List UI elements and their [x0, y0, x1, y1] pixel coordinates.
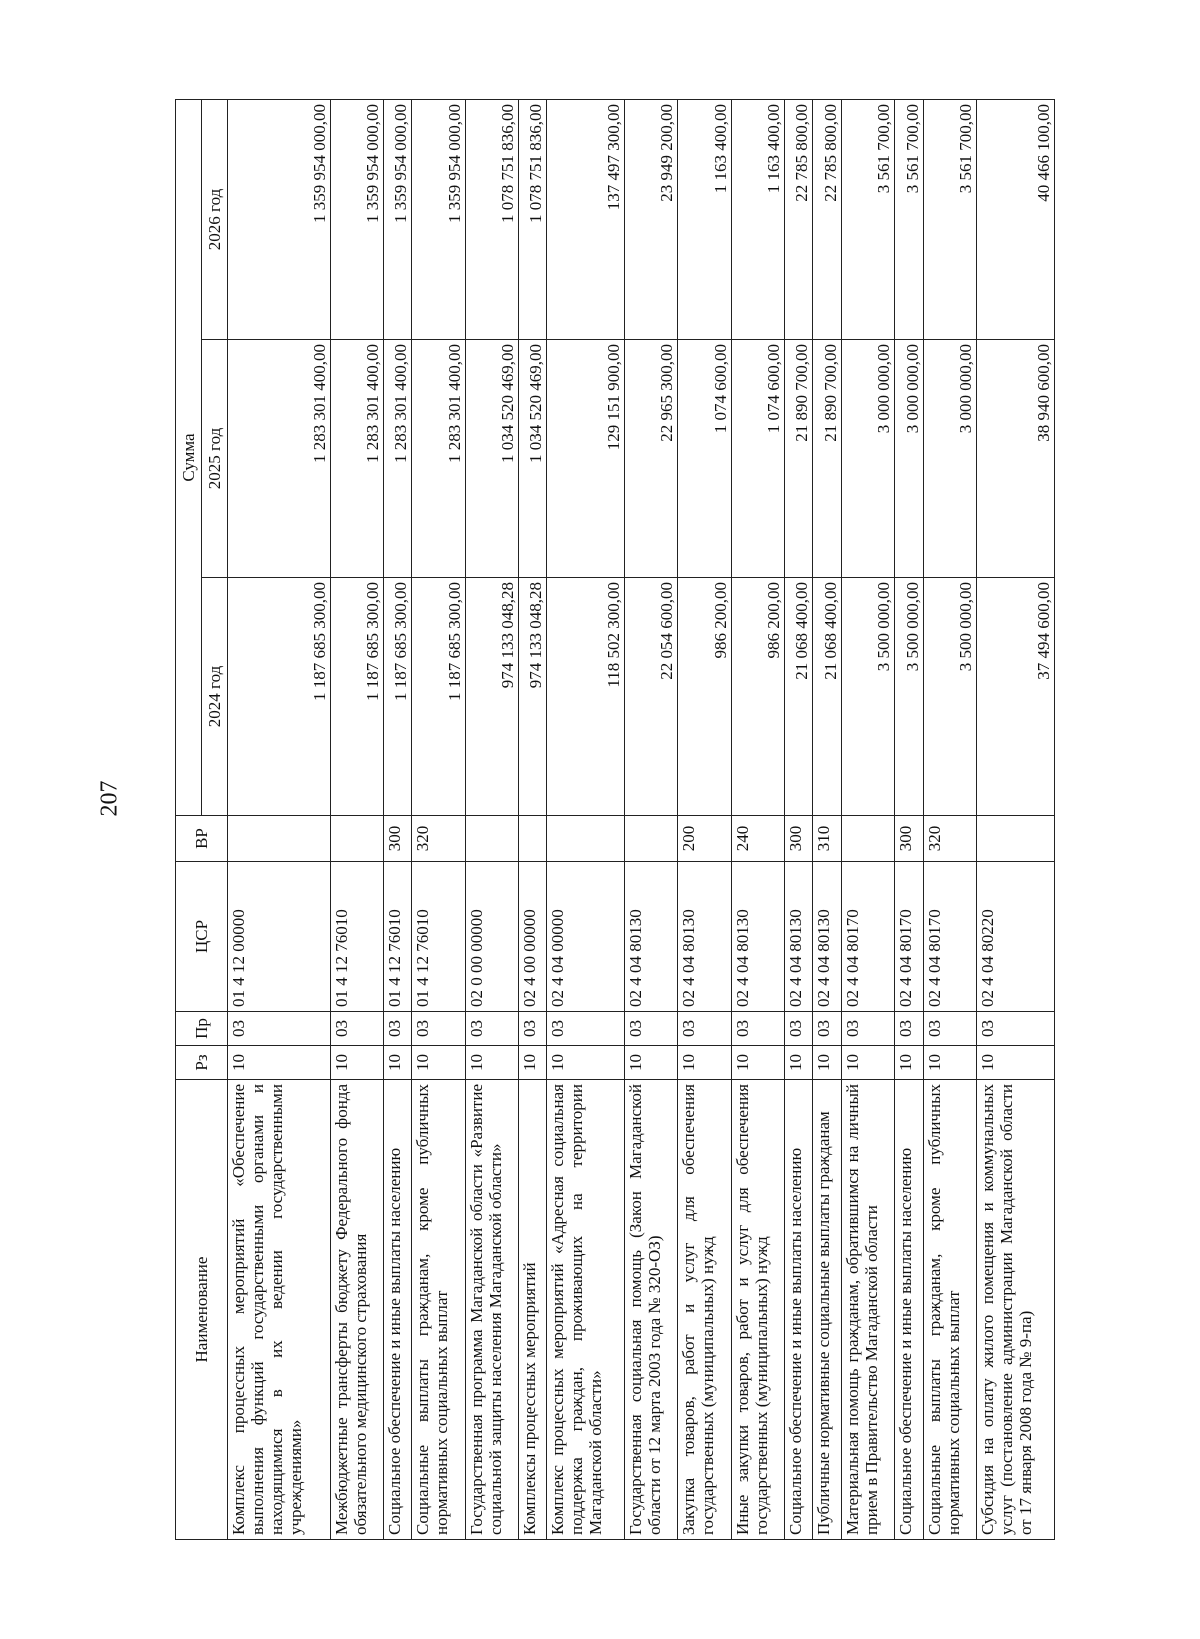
cell-pr: 03 [813, 1012, 842, 1046]
cell-2026: 137 497 300,00 [547, 100, 625, 340]
budget-table [175, 99, 1055, 1540]
cell-name: Социальные выплаты гражданам, кроме публичных нормативных социальных выплат [412, 1080, 465, 1540]
cell-vr [465, 816, 518, 862]
cell-pr: 03 [923, 1012, 976, 1046]
cell-pr: 03 [330, 1012, 383, 1046]
cell-2024: 3 500 000,00 [895, 578, 924, 816]
cell-rz: 10 [784, 1046, 813, 1080]
cell-csr: 02 4 04 80130 [731, 862, 784, 1012]
cell-name: Государственная социальная помощь (Закон Магаданской области от 12 марта 2003 года № 320-ОЗ) [625, 1080, 678, 1540]
cell-2024: 1 187 685 300,00 [228, 578, 331, 816]
cell-2025: 129 151 900,00 [547, 340, 625, 578]
cell-2026: 22 785 800,00 [813, 100, 842, 340]
cell-csr: 01 4 12 76010 [383, 862, 412, 1012]
cell-2026: 1 163 400,00 [678, 100, 731, 340]
cell-2025: 1 283 301 400,00 [330, 340, 383, 578]
cell-csr: 02 4 04 00000 [547, 862, 625, 1012]
cell-vr: 320 [923, 816, 976, 862]
cell-rz: 10 [330, 1046, 383, 1080]
cell-rz: 10 [923, 1046, 976, 1080]
cell-csr: 02 4 04 80170 [895, 862, 924, 1012]
cell-rz: 10 [976, 1046, 1054, 1080]
cell-rz: 10 [813, 1046, 842, 1080]
cell-2024: 1 187 685 300,00 [412, 578, 465, 816]
cell-name: Социальное обеспечение и иные выплаты населению [383, 1080, 412, 1540]
cell-name: Государственная программа Магаданской области «Развитие социальной защиты населения Магаданской области» [465, 1080, 518, 1540]
cell-vr [518, 816, 547, 862]
cell-vr: 300 [784, 816, 813, 862]
cell-2024: 3 500 000,00 [923, 578, 976, 816]
cell-csr: 02 4 04 80220 [976, 862, 1054, 1012]
table-row [518, 100, 547, 1540]
table-row [625, 100, 678, 1540]
cell-pr: 03 [412, 1012, 465, 1046]
cell-name: Комплекс процессных мероприятий «Адресная социальная поддержка граждан, проживающих на территории Магаданской области» [547, 1080, 625, 1540]
cell-pr: 03 [228, 1012, 331, 1046]
cell-2024: 986 200,00 [678, 578, 731, 816]
cell-rz: 10 [678, 1046, 731, 1080]
cell-2025: 38 940 600,00 [976, 340, 1054, 578]
cell-vr [228, 816, 331, 862]
cell-2024: 986 200,00 [731, 578, 784, 816]
cell-2026: 1 359 954 000,00 [228, 100, 331, 340]
cell-2025: 1 283 301 400,00 [383, 340, 412, 578]
header-2024: 2024 год [202, 578, 228, 816]
cell-rz: 10 [547, 1046, 625, 1080]
cell-2026: 3 561 700,00 [923, 100, 976, 340]
cell-csr: 02 4 04 80170 [923, 862, 976, 1012]
table-row [330, 100, 383, 1540]
cell-rz: 10 [841, 1046, 894, 1080]
table-row [412, 100, 465, 1540]
cell-csr: 02 4 04 80130 [784, 862, 813, 1012]
cell-2025: 21 890 700,00 [784, 340, 813, 578]
cell-vr [976, 816, 1054, 862]
budget-table-rotated [175, 100, 1055, 1540]
cell-csr: 02 4 04 80170 [841, 862, 894, 1012]
cell-name: Межбюджетные трансферты бюджету Федерального фонда обязательного медицинского страхования [330, 1080, 383, 1540]
cell-vr [625, 816, 678, 862]
table-body [228, 100, 1055, 1540]
header-csr: ЦСР [176, 862, 228, 1012]
cell-2025: 1 034 520 469,00 [465, 340, 518, 578]
table-row [547, 100, 625, 1540]
cell-csr: 02 0 00 00000 [465, 862, 518, 1012]
cell-2026: 22 785 800,00 [784, 100, 813, 340]
cell-csr: 01 4 12 76010 [412, 862, 465, 1012]
cell-2026: 23 949 200,00 [625, 100, 678, 340]
table-row [813, 100, 842, 1540]
cell-name: Социальное обеспечение и иные выплаты населению [784, 1080, 813, 1540]
cell-2025: 1 034 520 469,00 [518, 340, 547, 578]
cell-vr: 200 [678, 816, 731, 862]
cell-2024: 37 494 600,00 [976, 578, 1054, 816]
cell-rz: 10 [412, 1046, 465, 1080]
cell-rz: 10 [895, 1046, 924, 1080]
header-sum-group: Сумма [176, 100, 202, 816]
cell-pr: 03 [976, 1012, 1054, 1046]
cell-vr: 300 [383, 816, 412, 862]
cell-2024: 1 187 685 300,00 [330, 578, 383, 816]
cell-csr: 02 4 00 00000 [518, 862, 547, 1012]
table-row [923, 100, 976, 1540]
cell-name: Социальные выплаты гражданам, кроме публичных нормативных социальных выплат [923, 1080, 976, 1540]
table-row [976, 100, 1054, 1540]
cell-2025: 1 074 600,00 [678, 340, 731, 578]
cell-2026: 1 163 400,00 [731, 100, 784, 340]
cell-2026: 1 359 954 000,00 [412, 100, 465, 340]
cell-rz: 10 [731, 1046, 784, 1080]
cell-name: Комплекс процессных мероприятий «Обеспечение выполнения функций государственными органами и находящимися в их ведении государственными учреждениями» [228, 1080, 331, 1540]
cell-vr [330, 816, 383, 862]
cell-pr: 03 [383, 1012, 412, 1046]
cell-2025: 3 000 000,00 [841, 340, 894, 578]
header-rz: Рз [176, 1046, 228, 1080]
cell-pr: 03 [784, 1012, 813, 1046]
cell-pr: 03 [547, 1012, 625, 1046]
cell-vr [547, 816, 625, 862]
cell-vr: 320 [412, 816, 465, 862]
cell-vr: 300 [895, 816, 924, 862]
cell-vr [841, 816, 894, 862]
cell-pr: 03 [518, 1012, 547, 1046]
cell-csr: 01 4 12 76010 [330, 862, 383, 1012]
cell-rz: 10 [228, 1046, 331, 1080]
cell-name: Публичные нормативные социальные выплаты гражданам [813, 1080, 842, 1540]
cell-2024: 3 500 000,00 [841, 578, 894, 816]
cell-csr: 02 4 04 80130 [678, 862, 731, 1012]
cell-rz: 10 [465, 1046, 518, 1080]
header-pr: Пр [176, 1012, 228, 1046]
cell-2024: 1 187 685 300,00 [383, 578, 412, 816]
cell-vr: 310 [813, 816, 842, 862]
cell-2026: 1 359 954 000,00 [330, 100, 383, 340]
cell-rz: 10 [518, 1046, 547, 1080]
cell-name: Материальная помощь гражданам, обратившимся на личный прием в Правительство Магаданской области [841, 1080, 894, 1540]
cell-2024: 21 068 400,00 [784, 578, 813, 816]
cell-2025: 21 890 700,00 [813, 340, 842, 578]
cell-2025: 3 000 000,00 [895, 340, 924, 578]
cell-csr: 01 4 12 00000 [228, 862, 331, 1012]
cell-2025: 1 283 301 400,00 [412, 340, 465, 578]
cell-2026: 40 466 100,00 [976, 100, 1054, 340]
cell-pr: 03 [678, 1012, 731, 1046]
cell-rz: 10 [625, 1046, 678, 1080]
cell-2024: 118 502 300,00 [547, 578, 625, 816]
cell-2026: 1 359 954 000,00 [383, 100, 412, 340]
cell-pr: 03 [731, 1012, 784, 1046]
table-row [383, 100, 412, 1540]
table-row [731, 100, 784, 1540]
cell-2024: 21 068 400,00 [813, 578, 842, 816]
cell-2025: 22 965 300,00 [625, 340, 678, 578]
cell-2025: 1 074 600,00 [731, 340, 784, 578]
table-row [678, 100, 731, 1540]
cell-name: Субсидия на оплату жилого помещения и коммунальных услуг (постановление администрации Магаданской области от 17 января 2008 года № 9-па) [976, 1080, 1054, 1540]
table-row [784, 100, 813, 1540]
cell-2026: 3 561 700,00 [841, 100, 894, 340]
cell-pr: 03 [625, 1012, 678, 1046]
cell-2026: 1 078 751 836,00 [518, 100, 547, 340]
cell-vr: 240 [731, 816, 784, 862]
cell-pr: 03 [465, 1012, 518, 1046]
table-row [228, 100, 331, 1540]
cell-2025: 3 000 000,00 [923, 340, 976, 578]
cell-pr: 03 [841, 1012, 894, 1046]
table-row [465, 100, 518, 1540]
cell-name: Комплексы процессных мероприятий [518, 1080, 547, 1540]
cell-pr: 03 [895, 1012, 924, 1046]
cell-rz: 10 [383, 1046, 412, 1080]
cell-csr: 02 4 04 80130 [625, 862, 678, 1012]
cell-2026: 3 561 700,00 [895, 100, 924, 340]
page-number: 207 [96, 780, 123, 817]
cell-2024: 974 133 048,28 [465, 578, 518, 816]
cell-2025: 1 283 301 400,00 [228, 340, 331, 578]
table-row [841, 100, 894, 1540]
header-2026: 2026 год [202, 100, 228, 340]
header-2025: 2025 год [202, 340, 228, 578]
cell-name: Закупка товаров, работ и услуг для обеспечения государственных (муниципальных) нужд [678, 1080, 731, 1540]
cell-name: Иные закупки товаров, работ и услуг для обеспечения государственных (муниципальных) нужд [731, 1080, 784, 1540]
table-row [895, 100, 924, 1540]
cell-2024: 22 054 600,00 [625, 578, 678, 816]
cell-name: Социальное обеспечение и иные выплаты населению [895, 1080, 924, 1540]
cell-2026: 1 078 751 836,00 [465, 100, 518, 340]
cell-2024: 974 133 048,28 [518, 578, 547, 816]
header-name: Наименование [176, 1080, 228, 1540]
cell-csr: 02 4 04 80130 [813, 862, 842, 1012]
header-vr: ВР [176, 816, 228, 862]
